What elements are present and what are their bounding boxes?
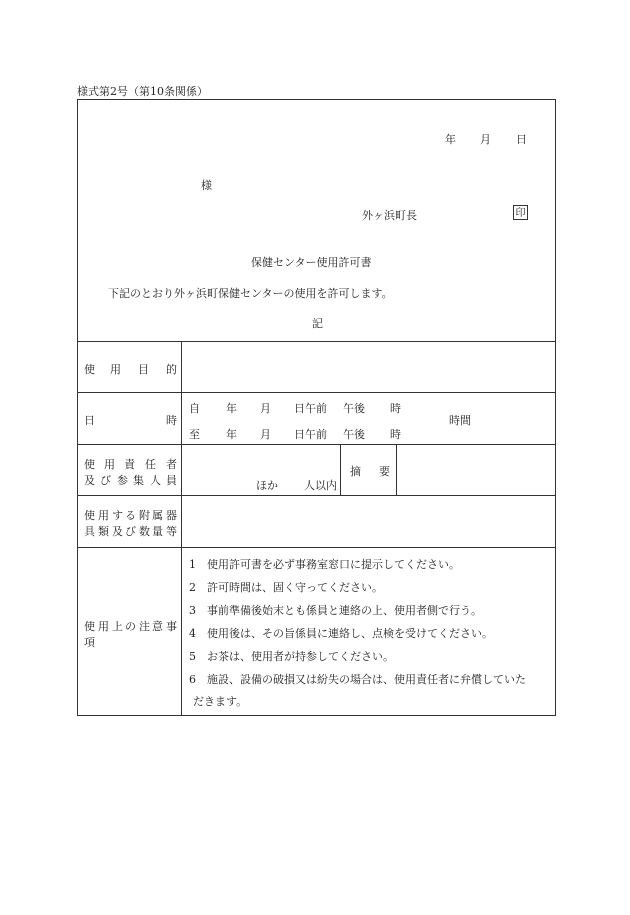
equipment-label-char: び <box>125 525 136 538</box>
note-item: 6 施設、設備の破損又は紛失の場合は、使用責任者に弁償していた <box>189 673 526 686</box>
notes-label-char: の <box>125 620 136 633</box>
responsible-label-char: 及 <box>84 474 95 487</box>
notes-label-char: 用 <box>98 620 109 633</box>
notes-label-char: 事 <box>166 620 177 633</box>
equipment-label-char: 及 <box>112 525 123 538</box>
from-month: 月 <box>260 402 271 415</box>
duration-label: 時間 <box>449 414 471 427</box>
note-item: 5 お茶は、使用者が持参してください。 <box>189 650 394 663</box>
date-day: 日 <box>516 133 527 146</box>
responsible-label-char: 使 <box>84 458 95 471</box>
responsible-label-char: 責 <box>124 458 135 471</box>
note-item: 2 許可時間は、固く守ってください。 <box>189 581 383 594</box>
from-prefix: 自 <box>189 402 200 415</box>
date-month: 月 <box>480 133 491 146</box>
responsible-label-char: 任 <box>145 458 156 471</box>
from-year: 年 <box>226 402 237 415</box>
equipment-label-char: る <box>125 509 136 522</box>
date-year: 年 <box>445 133 456 146</box>
from-day-am: 日午前 <box>294 402 327 415</box>
equipment-label-char: 器 <box>166 509 177 522</box>
equipment-label-char: 属 <box>152 509 163 522</box>
divider-label-column <box>181 341 182 716</box>
divider-remarks-left <box>340 444 341 495</box>
remarks-label-char: 摘 <box>350 465 361 478</box>
to-prefix: 至 <box>189 428 200 441</box>
equipment-label-char: す <box>112 509 123 522</box>
notes-label-char: 上 <box>112 620 123 633</box>
equipment-label-char: 具 <box>84 525 95 538</box>
to-pm: 午後 <box>343 428 365 441</box>
note-item: 4 使用後は、その旨係員に連絡し、点検を受けてください。 <box>189 627 493 640</box>
divider-header <box>77 341 556 342</box>
divider-datetime <box>77 444 556 445</box>
notes-label-line2: 項 <box>84 636 95 649</box>
issuer-name: 外ヶ浜町長 <box>362 209 417 222</box>
document-title: 保健センター使用許可書 <box>251 256 372 269</box>
responsible-label-char: び <box>100 474 111 487</box>
datetime-label-right: 時 <box>166 414 177 427</box>
to-month: 月 <box>260 428 271 441</box>
equipment-label-char: 等 <box>166 525 177 538</box>
divider-purpose <box>77 392 556 393</box>
responsible-label-char: 用 <box>104 458 115 471</box>
note-item: 3 事前準備後始末とも係員と連絡の上、使用者側で行う。 <box>189 604 482 617</box>
divider-equipment <box>77 547 556 548</box>
notes-label-char: 意 <box>152 620 163 633</box>
addressee-suffix: 様 <box>201 179 212 192</box>
purpose-label-char: 的 <box>166 363 177 376</box>
equipment-label-char: 附 <box>139 509 150 522</box>
to-year: 年 <box>226 428 237 441</box>
from-hour: 時 <box>390 402 401 415</box>
responsible-label-char: 人 <box>150 474 161 487</box>
others-label: ほか <box>256 479 278 492</box>
to-hour: 時 <box>390 428 401 441</box>
responsible-label-char: 集 <box>133 474 144 487</box>
datetime-label-left: 日 <box>84 414 95 427</box>
divider-responsible <box>77 495 556 496</box>
responsible-label-char: 員 <box>166 474 177 487</box>
purpose-label-char: 用 <box>110 363 121 376</box>
note-item-continuation: だきます。 <box>193 695 248 708</box>
form-id: 様式第2号（第10条関係） <box>77 85 208 98</box>
ki-heading: 記 <box>312 317 323 330</box>
notes-label-char: 使 <box>84 620 95 633</box>
note-item: 1 使用許可書を必ず事務室窓口に提示してください。 <box>189 558 460 571</box>
remarks-label-char: 要 <box>379 465 390 478</box>
notes-label-char: 注 <box>139 620 150 633</box>
responsible-label-char: 参 <box>117 474 128 487</box>
purpose-label-char: 目 <box>138 363 149 376</box>
equipment-label-char: 量 <box>152 525 163 538</box>
responsible-label-char: 者 <box>166 458 177 471</box>
equipment-label-char: 類 <box>98 525 109 538</box>
within-label: 人以内 <box>304 479 337 492</box>
body-text: 下記のとおり外ヶ浜町保健センターの使用を許可します。 <box>108 287 393 300</box>
equipment-label-char: 数 <box>139 525 150 538</box>
to-day-am: 日午前 <box>294 428 327 441</box>
seal-stamp: 印 <box>513 205 528 220</box>
purpose-label-char: 使 <box>84 363 95 376</box>
divider-remarks-right <box>396 444 397 495</box>
equipment-label-char: 用 <box>98 509 109 522</box>
equipment-label-char: 使 <box>84 509 95 522</box>
from-pm: 午後 <box>343 402 365 415</box>
